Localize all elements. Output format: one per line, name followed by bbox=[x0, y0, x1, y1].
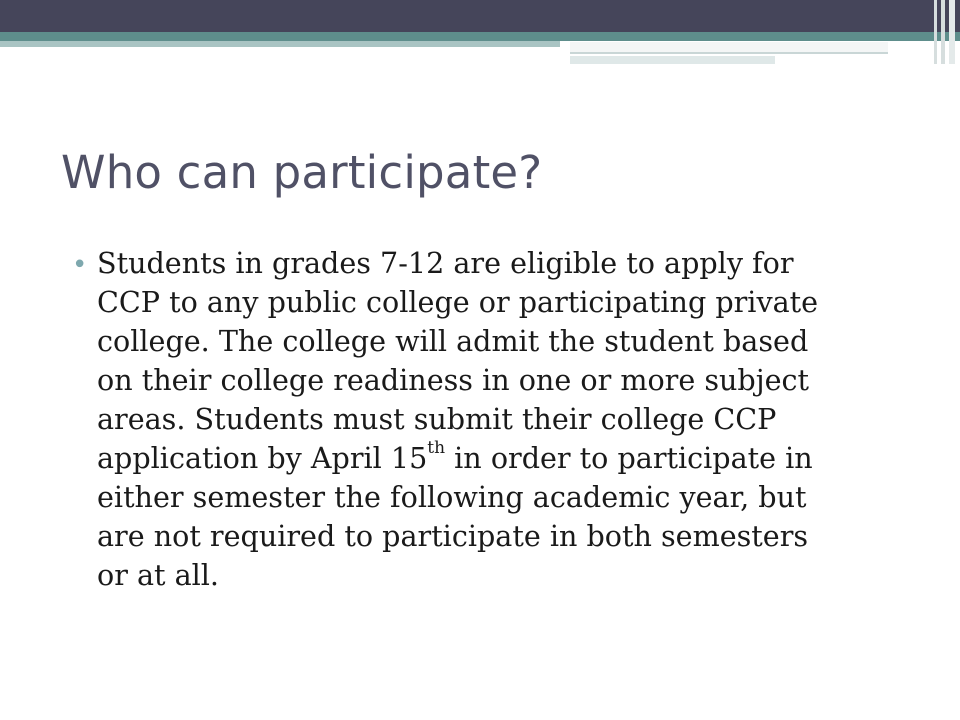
header-decor-vline bbox=[949, 0, 955, 64]
body-line: are not required to participate in both semesters bbox=[97, 519, 809, 553]
header-decor-vline bbox=[941, 0, 945, 64]
body-line: college. The college will admit the student based bbox=[97, 324, 809, 358]
body-line-part: application by April 15 bbox=[97, 441, 428, 475]
slide-title: Who can participate? bbox=[61, 146, 543, 199]
ordinal-suffix: th bbox=[427, 438, 446, 459]
body-line: Students in grades 7-12 are eligible to apply for bbox=[97, 246, 794, 280]
body-line-part: in order to participate in bbox=[445, 441, 813, 475]
body-line: on their college readiness in one or more subject bbox=[97, 363, 810, 397]
header-decor-vline bbox=[934, 0, 937, 64]
bullet-list bbox=[72, 244, 922, 595]
body-line: areas. Students must submit their college CCP bbox=[97, 402, 777, 436]
body-line: CCP to any public college or participating private bbox=[97, 285, 819, 319]
header-teal-band bbox=[0, 32, 960, 41]
header-dark-band bbox=[0, 0, 960, 32]
bullet-icon: • bbox=[72, 250, 88, 280]
header-teal-light-band bbox=[0, 41, 560, 47]
bullet-item bbox=[72, 244, 922, 595]
body-line: either semester the following academic year, but bbox=[97, 480, 807, 514]
header-decor-strip-lower bbox=[570, 56, 775, 64]
body-line bbox=[97, 439, 922, 478]
header-decor-strip bbox=[570, 42, 888, 54]
body-line: or at all. bbox=[97, 558, 220, 592]
